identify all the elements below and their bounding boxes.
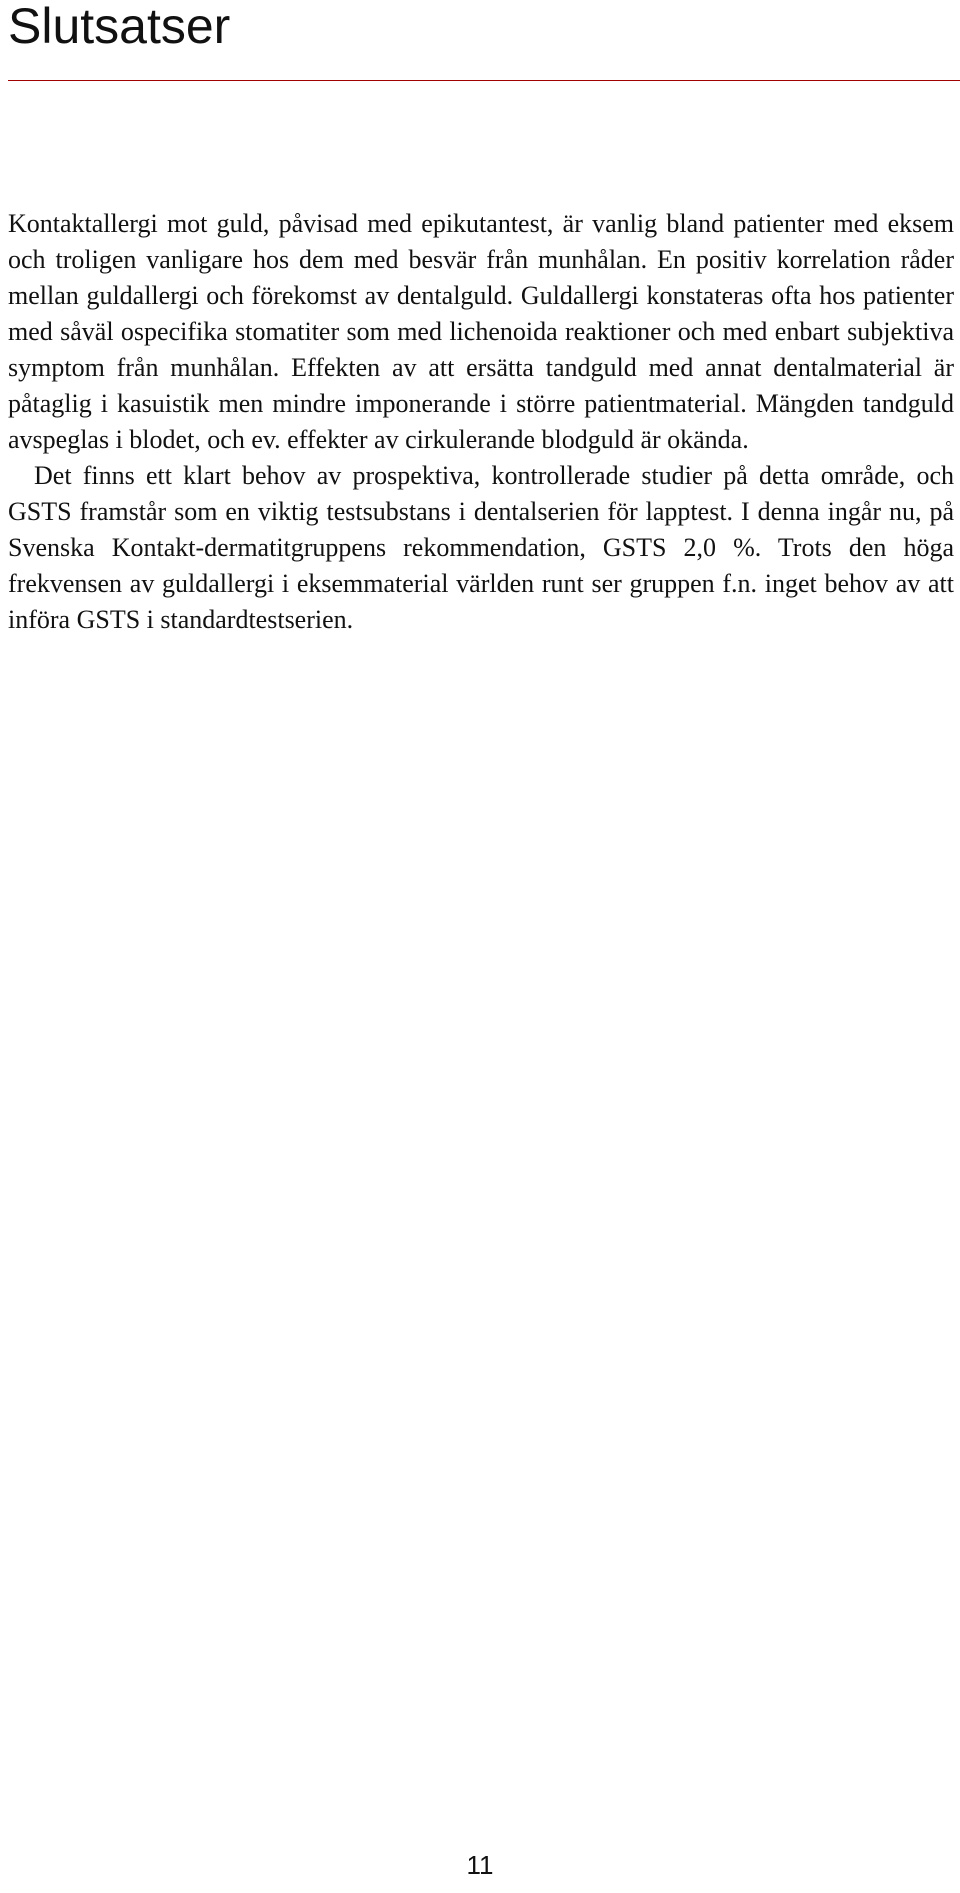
page-title: Slutsatser (8, 0, 231, 54)
title-divider (8, 80, 960, 81)
paragraph-1: Kontaktallergi mot guld, påvisad med epikutantest, är vanlig bland patienter med eksem och troligen vanligare hos dem med besvär från munhålan. En positiv korrelation råder mellan guldallergi och förekomst av dentalguld. Guldallergi konstateras ofta hos patienter med såväl ospecifika stomatiter som med lichenoida reaktioner och med enbart subjektiva symptom från munhålan. Effekten av att ersätta tandguld med annat dentalmaterial är påtaglig i kasuistik men mindre imponerande i större patientmaterial. Mängden tandguld avspeglas i blodet, och ev. effekter av cirkulerande blodguld är okända. (8, 209, 954, 454)
paragraph-2: Det finns ett klart behov av prospektiva, kontrollerade studier på detta område, och GSTS framstår som en viktig testsubstans i dentalserien för lapptest. I denna ingår nu, på Svenska Kontakt-dermatitgruppens rekommendation, GSTS 2,0 %. Trots den höga frekvensen av guldallergi i eksemmaterial världen runt ser gruppen f.n. inget behov av att införa GSTS i standardtestserien. (8, 461, 954, 634)
page-number: 11 (466, 1850, 494, 1880)
body-text (8, 206, 954, 638)
